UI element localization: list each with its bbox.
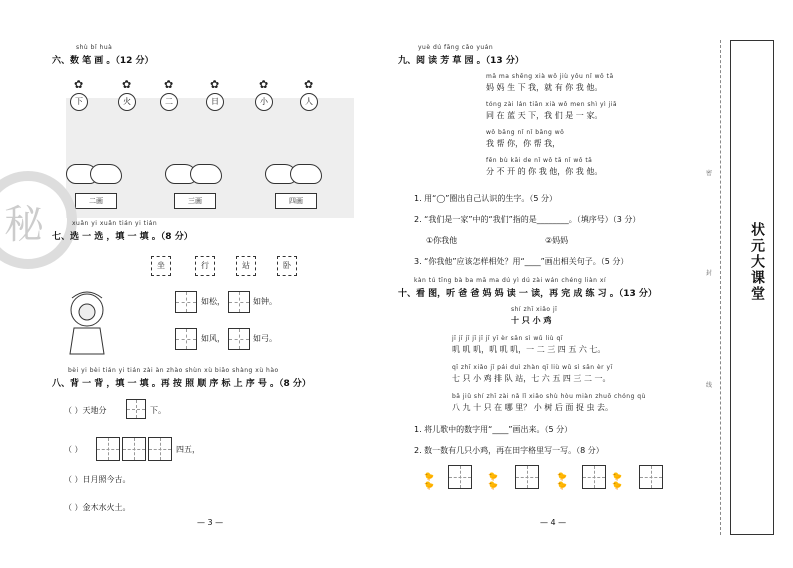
order-item: （ ）: [64, 445, 83, 454]
order-item: （ ）天地分: [64, 406, 107, 415]
flower-char: 日: [206, 93, 224, 111]
bee-icon: ✿: [122, 78, 132, 91]
poem-pinyin: tóng zài lán tiān xià wǒ men shì yì jiā: [486, 101, 618, 108]
bee-icon: ✿: [304, 78, 314, 91]
page-number: — 4 —: [540, 518, 567, 527]
order-item: （ ）日月照今古。: [64, 475, 131, 484]
chick-icon: 🐤🐤: [424, 472, 434, 490]
poem-pinyin: bā jiǔ shí zhī zài nǎ lǐ xiǎo shù hòu miàn zhuō chóng qù: [452, 393, 646, 400]
poem-title-pinyin: shí zhī xiǎo jī: [511, 306, 558, 313]
section7-title: 七、选 一 选 ，填 一 填 。（8 分）: [52, 232, 193, 242]
tianzige-box[interactable]: [228, 291, 250, 313]
fill-line-text: 如风，: [201, 334, 225, 343]
chick-icon: 🐤🐤: [557, 472, 567, 490]
cloud-icon: [290, 164, 322, 184]
order-item: 下。: [150, 406, 166, 415]
brand-logo: 状元大课堂: [749, 222, 765, 302]
section9-title: 九、阅 读 芳 草 园 。（13 分）: [398, 56, 524, 66]
order-item: （ ）金木水火土。: [64, 503, 131, 512]
chick-icon: 🐤🐤: [488, 472, 498, 490]
flower-char: 火: [118, 93, 136, 111]
poem-title: 十 只 小 鸡: [511, 316, 552, 325]
poem-pinyin: jī jī jī jī jī jī yī èr sān sì wǔ liù qī: [452, 335, 563, 342]
seal-label: 封: [706, 270, 713, 277]
tianzige-box[interactable]: [122, 437, 146, 461]
question: 2. 数一数有几只小鸡，再在田字格里写一写。（8 分）: [414, 446, 604, 455]
tianzige-box[interactable]: [228, 328, 250, 350]
poem-pinyin: qī zhī xiǎo jī pái duì zhàn qī liù wǔ sì sān èr yī: [452, 364, 613, 371]
flower-char: 二: [160, 93, 178, 111]
bee-icon: ✿: [74, 78, 84, 91]
tianzige-box[interactable]: [126, 399, 146, 419]
seal-label: 线: [706, 382, 713, 389]
poem-line: 叽 叽 叽，叽 叽 叽，一 二 三 四 五 六 七。: [452, 345, 606, 354]
bee-icon: ✿: [210, 78, 220, 91]
section8-title: 八、背 一 背 ，填 一 填 。再 按 照 顺 序 标 上 序 号 。（8 分）: [52, 379, 311, 389]
page-number: — 3 —: [197, 518, 224, 527]
stamp-icon: [0, 168, 80, 278]
opera-figure-icon: [62, 288, 112, 356]
poem-line: 我 帮 你，你 帮 我，: [486, 139, 561, 148]
fill-line-text: 如弓。: [253, 334, 277, 343]
binding-line: [720, 40, 722, 535]
flower-char: 小: [255, 93, 273, 111]
order-item: 四五，: [176, 445, 200, 454]
seal-label: 密: [706, 170, 713, 177]
section6-pinyin: shù bǐ huà: [76, 44, 113, 51]
poem-line: 八 九 十 只 在 哪 里？ 小 树 后 面 捉 虫 去。: [452, 403, 614, 412]
tianzige-box[interactable]: [96, 437, 120, 461]
option[interactable]: ②妈妈: [545, 236, 569, 245]
question: 2. “我们是一家”中的“我们”指的是________。（填序号）（3 分）: [414, 215, 641, 224]
bee-icon: ✿: [164, 78, 174, 91]
stroke-pot: 四画: [275, 193, 317, 209]
cloud-icon: [190, 164, 222, 184]
section9-pinyin: yuè dú fāng cǎo yuán: [418, 44, 494, 51]
fill-line-text: 如松，: [201, 297, 225, 306]
question: 3. “你我他”应该怎样相处？用“____”画出相关句子。（5 分）: [414, 257, 629, 266]
choice-box[interactable]: 行: [195, 256, 215, 276]
tianzige-box[interactable]: [175, 291, 197, 313]
tianzige-box[interactable]: [515, 465, 539, 489]
stroke-pot: 二画: [75, 193, 117, 209]
tianzige-box[interactable]: [448, 465, 472, 489]
section10-title: 十、看 图，听 爸 爸 妈 妈 读 一 读，再 完 成 练 习 。（13 分）: [398, 289, 657, 299]
poem-line: 同 在 蓝 天 下，我 们 是 一 家。: [486, 111, 603, 120]
section8-pinyin: bèi yi bèi tián yi tián zài àn zhào shùn xù biāo shàng xù hào: [68, 367, 279, 374]
stroke-pot: 三画: [174, 193, 216, 209]
cloud-icon: [90, 164, 122, 184]
tianzige-box[interactable]: [148, 437, 172, 461]
choice-box[interactable]: 坐: [151, 256, 171, 276]
poem-pinyin: mā ma shēng xià wǒ jiù yǒu nǐ wǒ tā: [486, 73, 614, 80]
chick-icon: 🐤🐤: [612, 472, 622, 490]
poem-pinyin: fēn bù kāi de nǐ wǒ tā nǐ wǒ tā: [486, 157, 593, 164]
poem-line: 妈 妈 生 下 我，就 有 你 我 他。: [486, 83, 603, 92]
option[interactable]: ①你我他: [426, 236, 458, 245]
choice-box[interactable]: 站: [236, 256, 256, 276]
section6-title: 六、数 笔 画 。（12 分）: [52, 56, 154, 66]
flower-char: 人: [300, 93, 318, 111]
section7-pinyin: xuǎn yi xuǎn tián yi tián: [72, 220, 158, 227]
fill-line-text: 如钟。: [253, 297, 277, 306]
poem-line: 分 不 开 的 你 我 他，你 我 他。: [486, 167, 603, 176]
tianzige-box[interactable]: [582, 465, 606, 489]
poem-line: 七 只 小 鸡 排 队 站，七 六 五 四 三 二 一。: [452, 374, 611, 383]
flower-char: 下: [70, 93, 88, 111]
tianzige-box[interactable]: [175, 328, 197, 350]
section10-pinyin: kàn tú tīng bà ba mā ma dú yì dú zài wán chéng liàn xí: [414, 277, 607, 284]
question: 1. 用“◯”圈出自己认识的生字。（5 分）: [414, 194, 558, 203]
bee-icon: ✿: [259, 78, 269, 91]
tianzige-box[interactable]: [639, 465, 663, 489]
choice-box[interactable]: 卧: [277, 256, 297, 276]
question: 1. 将儿歌中的数字用“____”画出来。（5 分）: [414, 425, 573, 434]
poem-pinyin: wǒ bāng nǐ nǐ bāng wǒ: [486, 129, 565, 136]
svg-text:秘: 秘: [4, 202, 44, 248]
